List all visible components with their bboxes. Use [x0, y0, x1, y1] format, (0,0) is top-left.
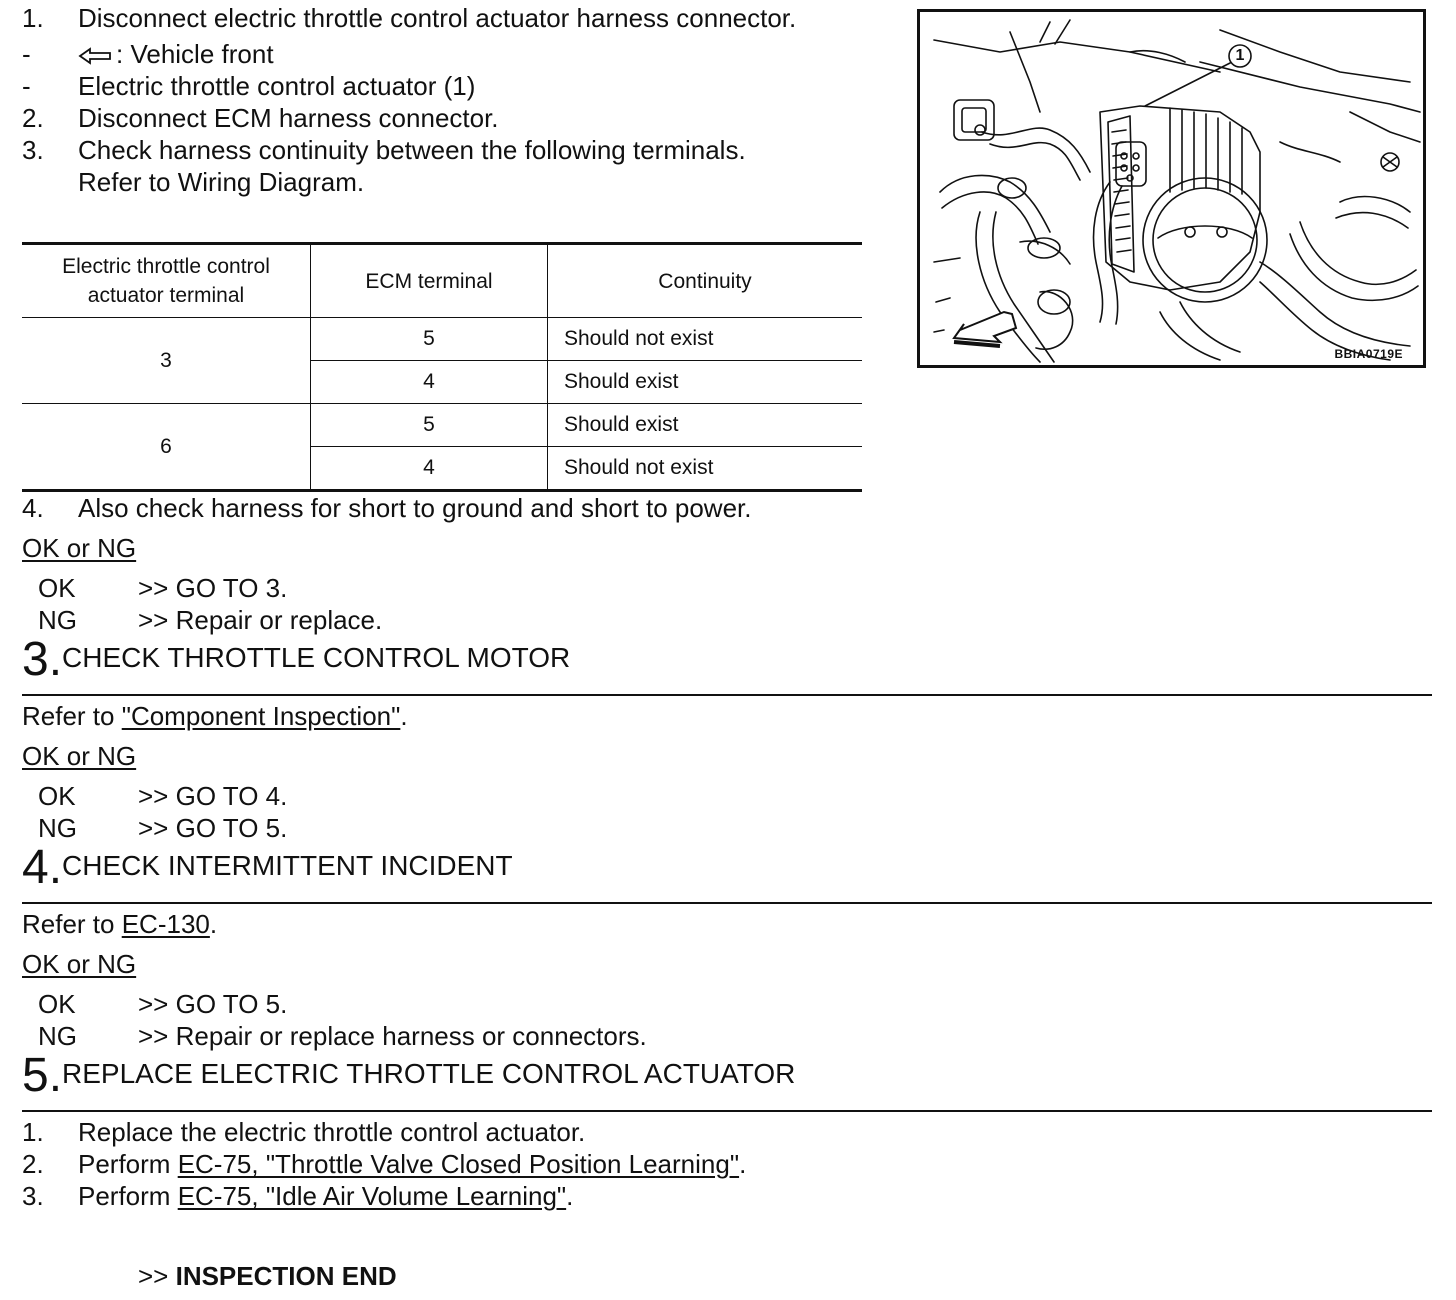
refer-wiring-diagram: Refer to Wiring Diagram.: [78, 167, 365, 197]
result-key: OK: [38, 989, 76, 1019]
ecm-terminal-cell: 4: [311, 361, 548, 404]
instruction-1-number: 1.: [22, 3, 44, 33]
step-number: 5.: [22, 1049, 63, 1102]
ok-or-ng-label: OK or NG: [22, 741, 137, 771]
step5-item-number: 3.: [22, 1181, 44, 1211]
result-action: >> GO TO 4.: [138, 781, 288, 811]
inspection-end: >> INSPECTION END: [138, 1261, 397, 1291]
ok-or-ng-label: OK or NG: [22, 533, 137, 563]
result-key: OK: [38, 573, 76, 603]
result-action: >> GO TO 3.: [138, 573, 288, 603]
figure-code: BBIA0719E: [1334, 347, 1403, 361]
throttle-valve-learning-link[interactable]: EC-75, "Throttle Valve Closed Position Learning": [177, 1149, 740, 1179]
header-actuator-terminal: Electric throttle control actuator terminal: [22, 244, 311, 318]
ec-130-link[interactable]: EC-130: [121, 909, 210, 939]
bullet-vehicle-front: -: [22, 39, 31, 69]
bullet-actuator: -: [22, 71, 31, 101]
ecm-terminal-cell: 5: [311, 318, 548, 361]
actuator-terminal-cell: 3: [22, 318, 311, 404]
step-title: CHECK THROTTLE CONTROL MOTOR: [62, 642, 571, 673]
continuity-table: [22, 242, 862, 492]
section-divider: [22, 902, 1432, 904]
result-key: NG: [38, 605, 77, 635]
instruction-4-text: Also check harness for short to ground and short to power.: [78, 493, 752, 523]
step5-item-text: Perform EC-75, "Throttle Valve Closed Position Learning".: [78, 1149, 747, 1179]
step-3-heading: [22, 633, 571, 686]
continuity-cell: Should not exist: [548, 318, 863, 361]
instruction-3-text: Check harness continuity between the following terminals.: [78, 135, 746, 165]
table-row: [22, 318, 862, 361]
result-action: >> GO TO 5.: [138, 813, 288, 843]
continuity-cell: Should exist: [548, 404, 863, 447]
actuator-legend-text: Electric throttle control actuator (1): [78, 71, 476, 101]
step5-item-number: 1.: [22, 1117, 44, 1147]
step-4-heading: [22, 841, 513, 894]
result-key: OK: [38, 781, 76, 811]
step-5-heading: [22, 1049, 796, 1102]
instruction-2-number: 2.: [22, 103, 44, 133]
step-number: 4.: [22, 841, 63, 894]
table-row: [22, 404, 862, 447]
idle-air-volume-learning-link[interactable]: EC-75, "Idle Air Volume Learning": [177, 1181, 567, 1211]
result-action: >> Repair or replace.: [138, 605, 383, 635]
actuator-terminal-cell: 6: [22, 404, 311, 491]
step5-item-number: 2.: [22, 1149, 44, 1179]
inspection-end-label: INSPECTION END: [175, 1261, 397, 1291]
header-continuity: Continuity: [548, 244, 863, 318]
callout-number: 1: [1235, 47, 1245, 64]
arrow-left-outline-icon: [78, 40, 114, 72]
result-action: >> GO TO 5.: [138, 989, 288, 1019]
vehicle-front-legend: [78, 38, 274, 72]
result-key: NG: [38, 813, 77, 843]
step-title: CHECK INTERMITTENT INCIDENT: [62, 850, 513, 881]
instruction-2-text: Disconnect ECM harness connector.: [78, 103, 499, 133]
ecm-terminal-cell: 4: [311, 447, 548, 491]
step-number: 3.: [22, 633, 63, 686]
step-3-refer: Refer to "Component Inspection".: [22, 701, 408, 731]
continuity-cell: Should not exist: [548, 447, 863, 491]
table-header-row: [22, 244, 862, 318]
result-action: >> Repair or replace harness or connectors.: [138, 1021, 647, 1051]
step5-item-text: Replace the electric throttle control actuator.: [78, 1117, 586, 1147]
vehicle-front-arrow-icon: [954, 312, 1016, 342]
ecm-terminal-cell: 5: [311, 404, 548, 447]
ok-or-ng-label: OK or NG: [22, 949, 137, 979]
instruction-1-text: Disconnect electric throttle control actuator harness connector.: [78, 3, 797, 33]
throttle-actuator-figure: [917, 9, 1426, 368]
step-4-refer: Refer to EC-130.: [22, 909, 218, 939]
section-divider: [22, 1110, 1432, 1112]
instruction-4-number: 4.: [22, 493, 44, 523]
section-divider: [22, 694, 1432, 696]
step-title: REPLACE ELECTRIC THROTTLE CONTROL ACTUATOR: [62, 1058, 796, 1089]
continuity-cell: Should exist: [548, 361, 863, 404]
step5-item-text: Perform EC-75, "Idle Air Volume Learning".: [78, 1181, 574, 1211]
result-key: NG: [38, 1021, 77, 1051]
vehicle-front-text: : Vehicle front: [116, 39, 274, 69]
instruction-3-number: 3.: [22, 135, 44, 165]
component-inspection-link[interactable]: "Component Inspection": [121, 701, 401, 731]
header-ecm-terminal: ECM terminal: [311, 244, 548, 318]
engine-bay-illustration: [920, 12, 1423, 365]
